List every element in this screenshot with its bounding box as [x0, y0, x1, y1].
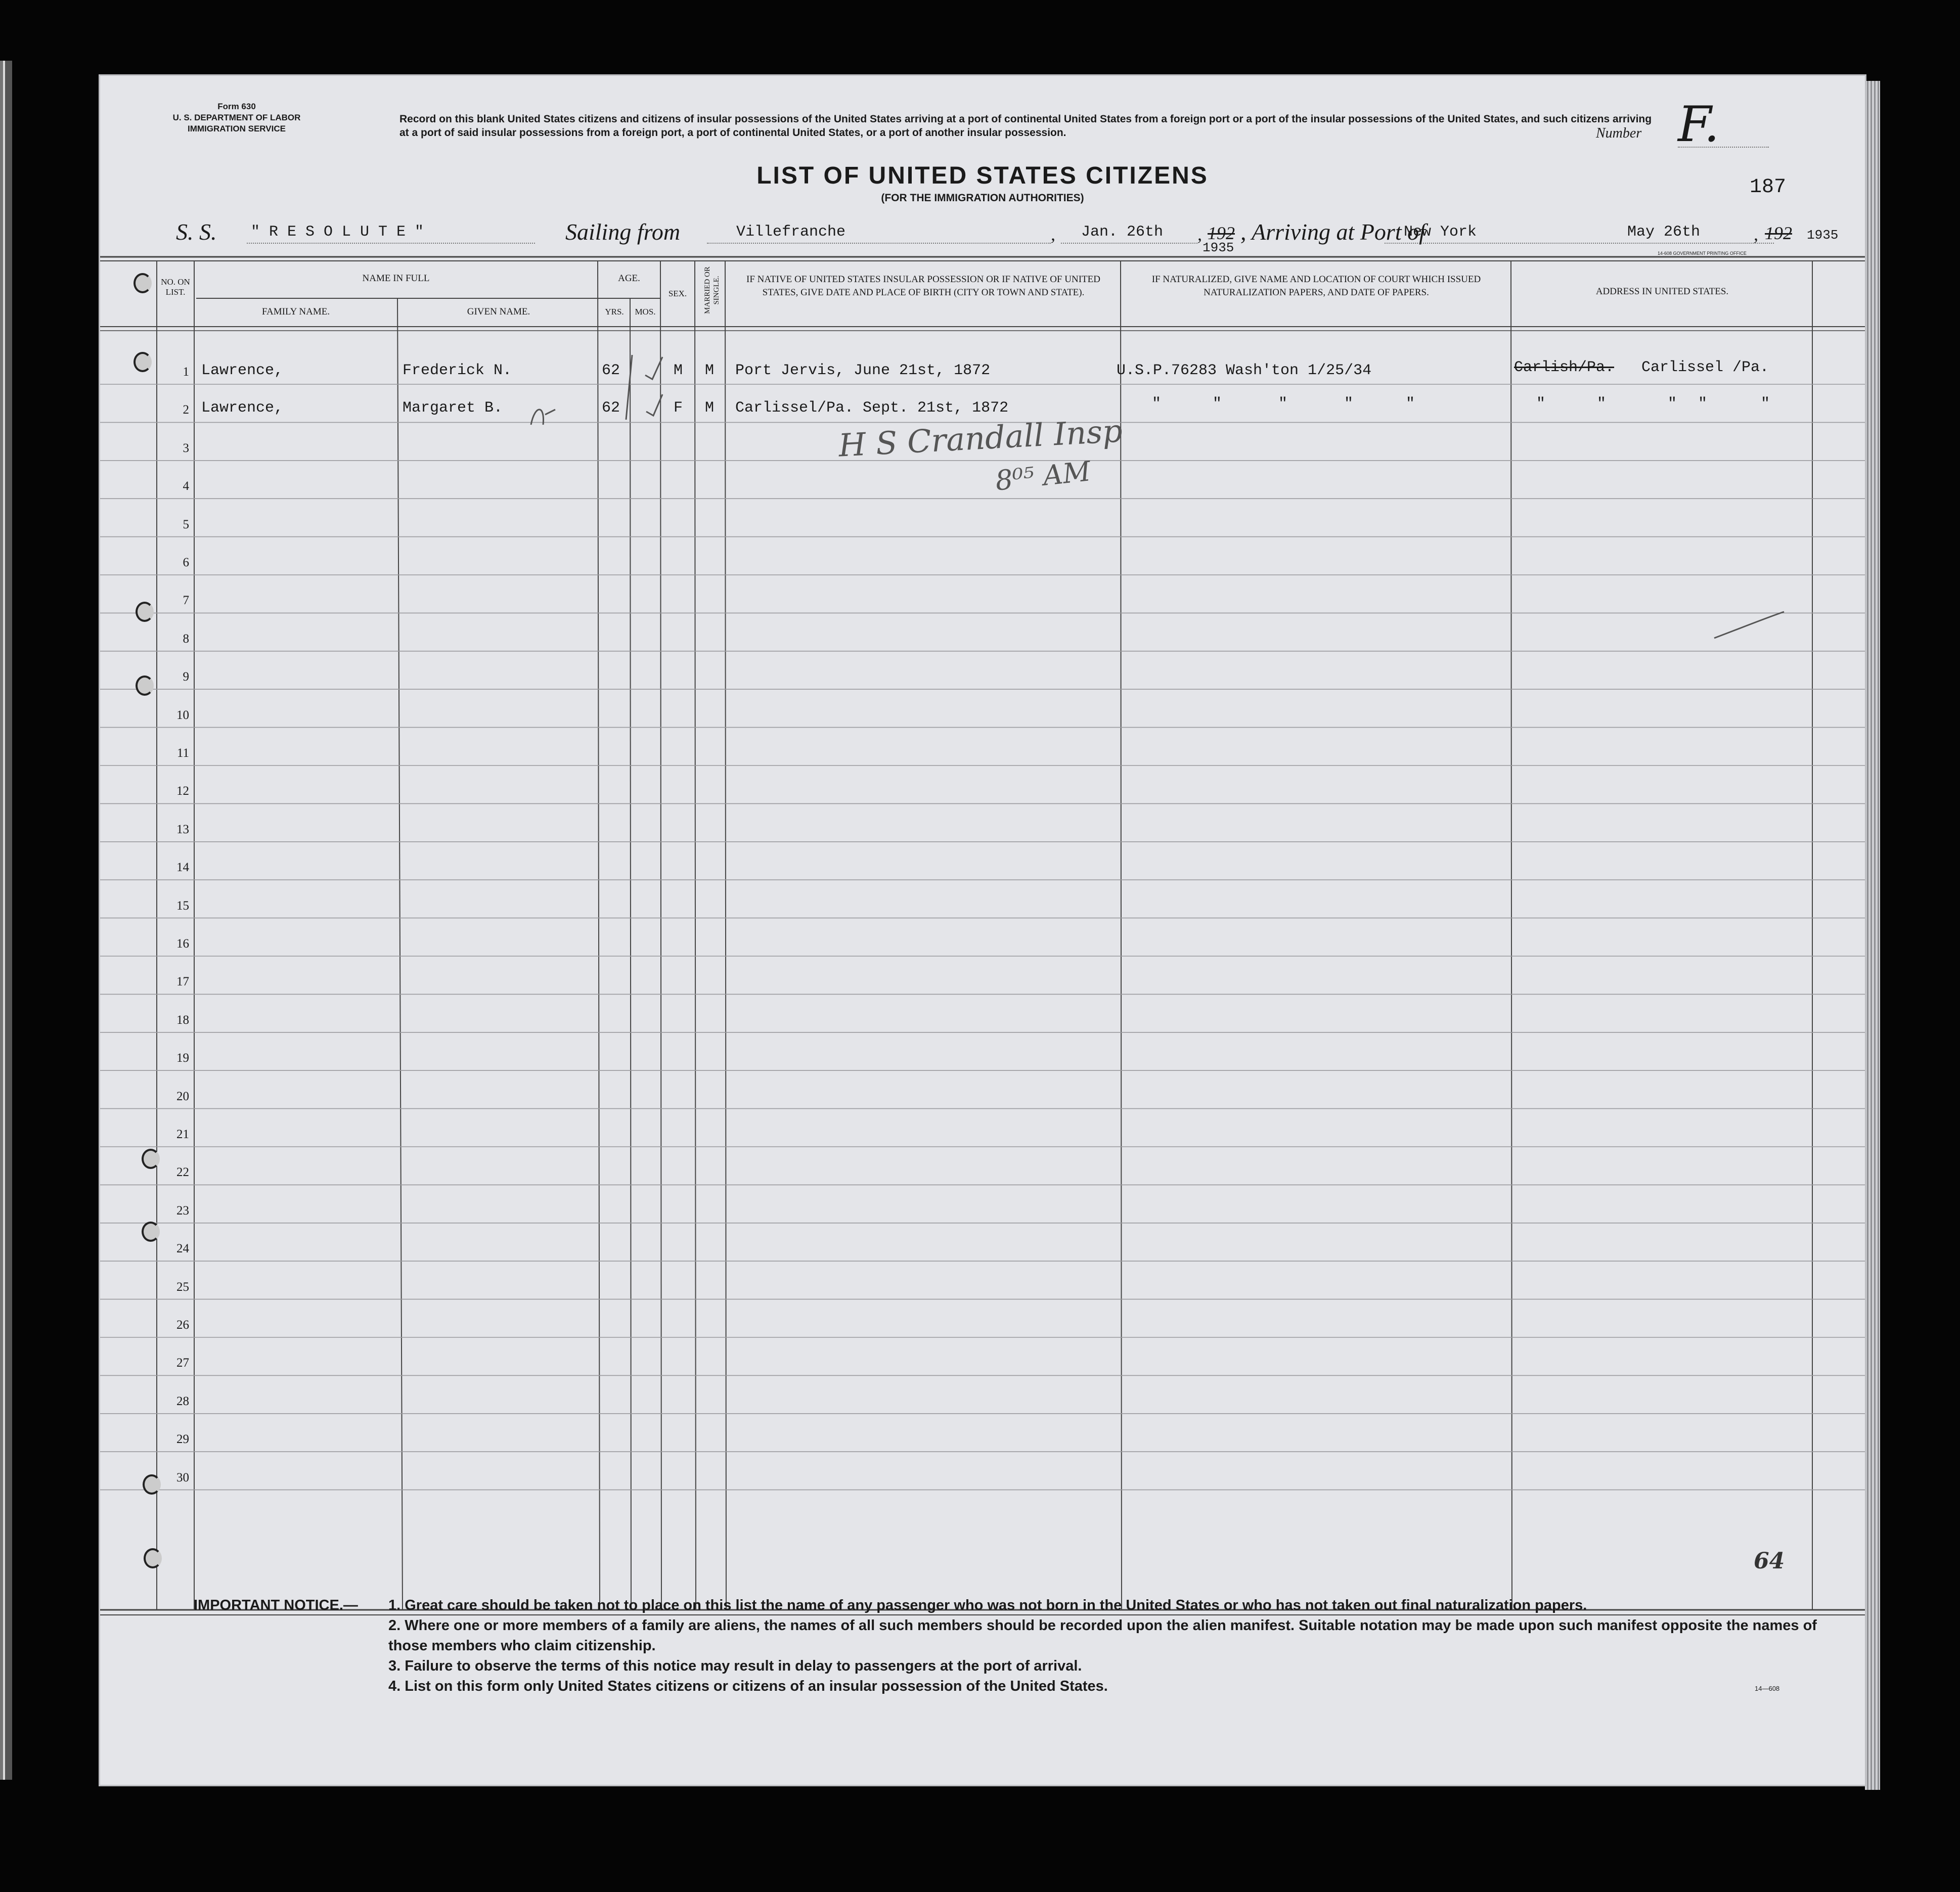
ditto-mark: ": [1406, 395, 1415, 413]
binder-hole: [144, 1548, 162, 1568]
binder-hole: [136, 675, 154, 696]
row2-naturalized-ditto: ": [1152, 395, 1162, 413]
stacked-pages-edge: [1865, 81, 1880, 1790]
row1-naturalized: U.S.P.76283 Wash'ton 1/25/34: [1117, 362, 1372, 379]
row-number: 27: [176, 1356, 189, 1370]
row-number: 6: [183, 556, 189, 569]
row-number: 9: [183, 670, 189, 684]
sailing-port: Villefranche: [736, 223, 846, 241]
handwritten-pen-marks: [100, 76, 1865, 1785]
row1-given-name: Frederick N.: [403, 362, 512, 379]
arrival-date: May 26th: [1627, 223, 1701, 241]
ditto-mark: ": [1344, 395, 1354, 413]
row-number: 8: [183, 632, 189, 646]
row-number: 29: [176, 1432, 189, 1447]
comma: ,: [1197, 224, 1202, 244]
notice-item-4: 4. List on this form only United States citizens or citizens of an insular possession of the United States.: [388, 1678, 1108, 1694]
row-number: 19: [176, 1051, 189, 1065]
inspection-time: 8⁰⁵ AM: [994, 455, 1092, 497]
header-age: AGE.: [618, 273, 640, 284]
sailing-date: Jan. 26th: [1081, 223, 1164, 241]
row1-family-name: Lawrence,: [201, 362, 284, 379]
row-number: 17: [176, 975, 189, 989]
row-number: 3: [183, 441, 189, 455]
row1-birth: Port Jervis, June 21st, 1872: [735, 362, 991, 379]
print-code: 14-608 GOVERNMENT PRINTING OFFICE: [1658, 251, 1747, 256]
header-given-name: GIVEN NAME.: [467, 306, 530, 317]
notice-items: [388, 1595, 1824, 1696]
sailing-year: 1935: [1202, 240, 1234, 255]
form-instructions: Record on this blank United States citizens and citizens of insular possessions of the United States arriving at a port of continental United States from a foreign port or a port of the insular possessions of the United States, and such citizens arriving at a port of said insular possessions from a foreign port, a port of continental United States, or a port of another insular possession.: [399, 113, 1652, 139]
header-months: MOS.: [635, 307, 656, 317]
row1-address-struck: Carlish/Pa.: [1514, 359, 1615, 376]
row-number: 7: [183, 594, 189, 608]
binder-hole: [133, 273, 152, 293]
header-married-or-single: MARRIED OR SINGLE.: [703, 266, 721, 314]
ditto-mark: ": [1668, 395, 1677, 413]
row-number: 23: [176, 1203, 189, 1218]
manifest-page: [100, 76, 1865, 1785]
arrival-year: 1935: [1807, 228, 1839, 243]
row-number: 30: [176, 1470, 189, 1484]
year-printed: 192: [1208, 223, 1235, 243]
page-title: LIST OF UNITED STATES CITIZENS: [756, 162, 1209, 189]
row-number: 24: [176, 1242, 189, 1256]
row-number: 11: [176, 746, 189, 760]
row-number: 21: [176, 1128, 189, 1141]
header-birth: IF NATIVE OF UNITED STATES INSULAR POSSESSION OR IF NATIVE OF UNITED STATES, GIVE DATE AND PLACE OF BIRTH (CITY OR TOWN AND STATE).: [746, 274, 1100, 298]
row2-family-name: Lawrence,: [201, 399, 284, 417]
row1-address: Carlissel /Pa.: [1641, 359, 1769, 376]
ditto-mark: ": [1597, 395, 1607, 413]
row2-birth: Carlissel/Pa. Sept. 21st, 1872: [735, 399, 1009, 417]
header-years: YRS.: [605, 307, 624, 317]
notice-item-3: 3. Failure to observe the terms of this notice may result in delay to passengers at the port of arrival.: [388, 1658, 1082, 1674]
header-address: ADDRESS IN UNITED STATES.: [1595, 286, 1729, 297]
arrival-port: New York: [1404, 223, 1477, 241]
notice-item-2: 2. Where one or more members of a family are aliens, the names of all such members should be recorded upon the alien manifest. Suitable notation may be made upon such manifest opposite the names of those members who claim citizenship.: [388, 1617, 1817, 1654]
row-number: 12: [176, 784, 189, 798]
row-number: 1: [183, 365, 189, 379]
comma: ,: [1754, 224, 1758, 244]
row2-marital-status: M: [705, 399, 715, 417]
header-name-in-full: NAME IN FULL: [362, 273, 430, 284]
ship-name: " R E S O L U T E ": [251, 223, 424, 241]
service-name: IMMIGRATION SERVICE: [188, 124, 286, 133]
number-label: Number: [1596, 125, 1642, 141]
row-number: 2: [183, 403, 189, 417]
row-number: 25: [176, 1280, 189, 1294]
arriving-label: , Arriving at Port of: [1240, 219, 1426, 245]
row-number: 22: [176, 1165, 189, 1180]
row-number: 16: [176, 937, 189, 951]
row-number: 14: [176, 861, 189, 875]
row-number: 28: [176, 1394, 189, 1408]
row-number: 20: [176, 1089, 189, 1103]
row2-given-name: Margaret B.: [403, 399, 503, 417]
inspector-signature: H S Crandall Insp: [837, 412, 1124, 464]
sailing-label: Sailing from: [565, 219, 681, 245]
row-number: 5: [183, 517, 189, 531]
arrival-year-printed: 192: [1765, 223, 1792, 243]
row-number: 26: [176, 1318, 189, 1332]
header-no-on-list: NO. ON LIST.: [161, 277, 190, 297]
comma: ,: [1051, 224, 1055, 244]
row-number: 15: [176, 898, 189, 913]
binder-hole: [142, 1149, 160, 1169]
ditto-mark: ": [1698, 395, 1708, 413]
binder-hole: [142, 1222, 160, 1242]
margin-mark: 64: [1754, 1548, 1785, 1574]
binder-hole: [133, 352, 152, 372]
row1-years: 62: [602, 362, 620, 379]
row1-sex: M: [674, 362, 683, 379]
page-subtitle: (FOR THE IMMIGRATION AUTHORITIES): [881, 192, 1084, 204]
row2-sex: F: [674, 399, 683, 417]
notice-item-1: 1. Great care should be taken not to place on this list the name of any passenger who was not born in the United States or who has not taken out final naturalization papers.: [388, 1597, 1587, 1613]
binder-hole: [143, 1474, 161, 1495]
ditto-mark: ": [1761, 395, 1770, 413]
header-sex: SEX.: [668, 289, 687, 298]
ditto-mark: ": [1278, 395, 1288, 413]
row-number: 18: [176, 1013, 189, 1027]
row-number: 13: [176, 822, 189, 836]
row-number: 10: [176, 708, 189, 722]
form-number: Form 630: [217, 102, 256, 111]
binder-hole: [136, 602, 154, 622]
header-family-name: FAMILY NAME.: [261, 306, 330, 317]
number-value: F.: [1678, 96, 1720, 153]
row-number: 4: [183, 479, 189, 493]
page-number: 187: [1750, 176, 1787, 199]
ditto-mark: ": [1213, 395, 1222, 413]
header-naturalized: IF NATURALIZED, GIVE NAME AND LOCATION OF COURT WHICH ISSUED NATURALIZATION PAPERS, AND DATE OF PAPERS.: [1151, 274, 1481, 298]
row2-address-ditto: ": [1536, 395, 1546, 413]
row2-years: 62: [602, 399, 620, 417]
notice-title: IMPORTANT NOTICE.—: [194, 1597, 358, 1613]
row1-marital-status: M: [705, 362, 715, 379]
department-name: U. S. DEPARTMENT OF LABOR: [172, 113, 301, 122]
adjacent-page-edge: [0, 61, 12, 1780]
ss-label: S. S.: [176, 219, 217, 245]
footer-code: 14—608: [1755, 1685, 1780, 1692]
